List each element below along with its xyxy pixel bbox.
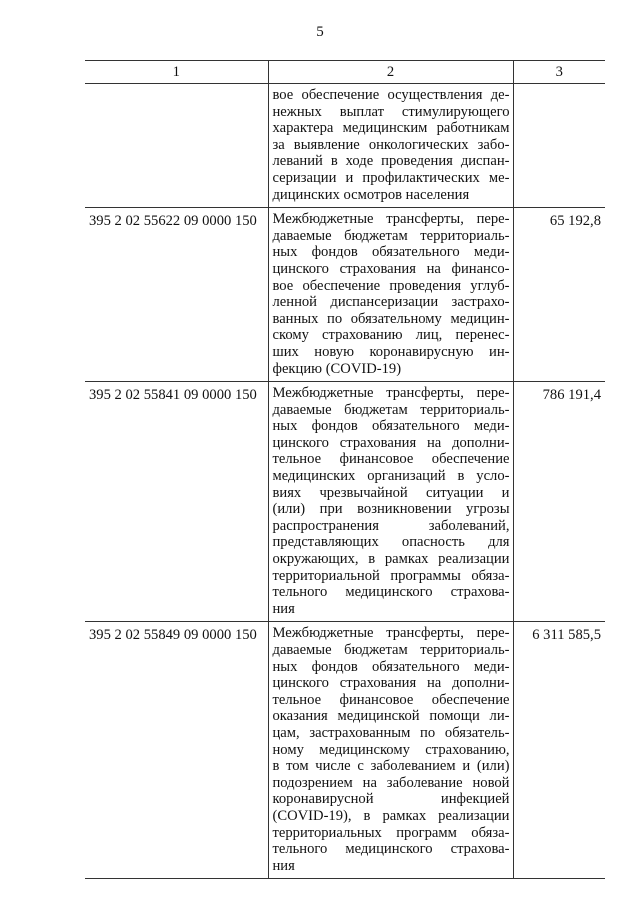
description-line: дицинских осмотров населения (272, 186, 470, 203)
description-line: тельного медицинского страхова- (272, 841, 510, 858)
description-line: ному медицинскому страхованию, (272, 741, 510, 758)
description-line: Межбюджетные трансферты, пере- (272, 211, 510, 228)
description-line: фекцию (COVID-19) (272, 360, 402, 377)
amount-cell: 786 191,4 (513, 382, 605, 622)
description-line: окружающих, в рамках реализации (272, 551, 510, 568)
description-cell (268, 84, 513, 208)
description-line: территориальной программы обяза- (272, 567, 510, 584)
description-line: коронавирусной инфекцией (272, 791, 510, 808)
description-line: виях чрезвычайной ситуации и (272, 484, 510, 501)
description-line: тельного медицинского страхова- (272, 584, 510, 601)
description-line: тельное финансовое обеспечение (272, 691, 510, 708)
description-line: даваемые бюджетам территориаль- (272, 227, 510, 244)
description-line: (или) при возникновении угрозы (272, 501, 510, 518)
table-row (85, 208, 605, 382)
description-line: леваний в ходе проведения диспан- (272, 153, 510, 170)
budget-code-cell: 395 2 02 55622 09 0000 150 (85, 208, 268, 382)
description-cell (268, 622, 513, 879)
amount-cell: 65 192,8 (513, 208, 605, 382)
description-line: серизации и профилактических ме- (272, 169, 510, 186)
amount-cell: 6 311 585,5 (513, 622, 605, 879)
description-line: распространения заболеваний, (272, 517, 510, 534)
column-header-amount: 3 (513, 61, 605, 84)
description-cell (268, 382, 513, 622)
description-line: подозрением на заболевание новой (272, 774, 510, 791)
description-line: вое обеспечение проведения углуб- (272, 277, 510, 294)
description-line: цинского страхования на дополни- (272, 675, 510, 692)
description-line: нежных выплат стимулирующего (272, 103, 510, 120)
description-line: вое обеспечение осуществления де- (272, 87, 510, 103)
description-line: характера медицинским работникам (272, 120, 510, 137)
description-line: даваемые бюджетам территориаль- (272, 401, 510, 418)
description-line: ных фондов обязательного меди- (272, 418, 510, 435)
table-row (85, 382, 605, 622)
description-line: за выявление онкологических забо- (272, 136, 510, 153)
description-line: цинского страхования на дополни- (272, 434, 510, 451)
description-line: территориальных программ обяза- (272, 824, 510, 841)
description-line: цам, застрахованным по обязатель- (272, 724, 510, 741)
budget-code-cell (85, 84, 268, 208)
description-line: в том числе с заболеванием и (или) (272, 758, 510, 775)
description-line: ших новую коронавирусную ин- (272, 343, 510, 360)
description-line: ванных по обязательному медицин- (272, 310, 510, 327)
description-line: ленной диспансеризации застрахо- (272, 294, 510, 311)
description-line: скому страхованию лиц, перенес- (272, 327, 510, 344)
table-row (85, 622, 605, 879)
budget-code-cell: 395 2 02 55849 09 0000 150 (85, 622, 268, 879)
description-line: Межбюджетные трансферты, пере- (272, 625, 510, 642)
budget-code-cell: 395 2 02 55841 09 0000 150 (85, 382, 268, 622)
description-line: даваемые бюджетам территориаль- (272, 642, 510, 658)
description-line: представляющих опасность для (272, 534, 510, 551)
description-cell (268, 208, 513, 382)
table-row (85, 84, 605, 208)
table-header-row (85, 61, 605, 84)
description-line: (COVID-19), в рамках реализации (272, 807, 510, 824)
amount-cell (513, 84, 605, 208)
description-line: ния (272, 857, 295, 874)
description-line: ния (272, 600, 295, 617)
description-line: тельное финансовое обеспечение (272, 451, 510, 468)
description-line: Межбюджетные трансферты, пере- (272, 385, 510, 402)
description-line: цинского страхования на финансо- (272, 260, 510, 277)
description-line: ных фондов обязательного меди- (272, 244, 510, 261)
description-line: оказания медицинской помощи ли- (272, 708, 510, 725)
description-line: медицинских организаций в усло- (272, 468, 510, 485)
page-number: 5 (316, 24, 324, 40)
budget-table (85, 60, 605, 879)
description-line: ных фондов обязательного меди- (272, 658, 510, 675)
column-header-name: 2 (268, 61, 513, 84)
column-header-code: 1 (85, 61, 268, 84)
